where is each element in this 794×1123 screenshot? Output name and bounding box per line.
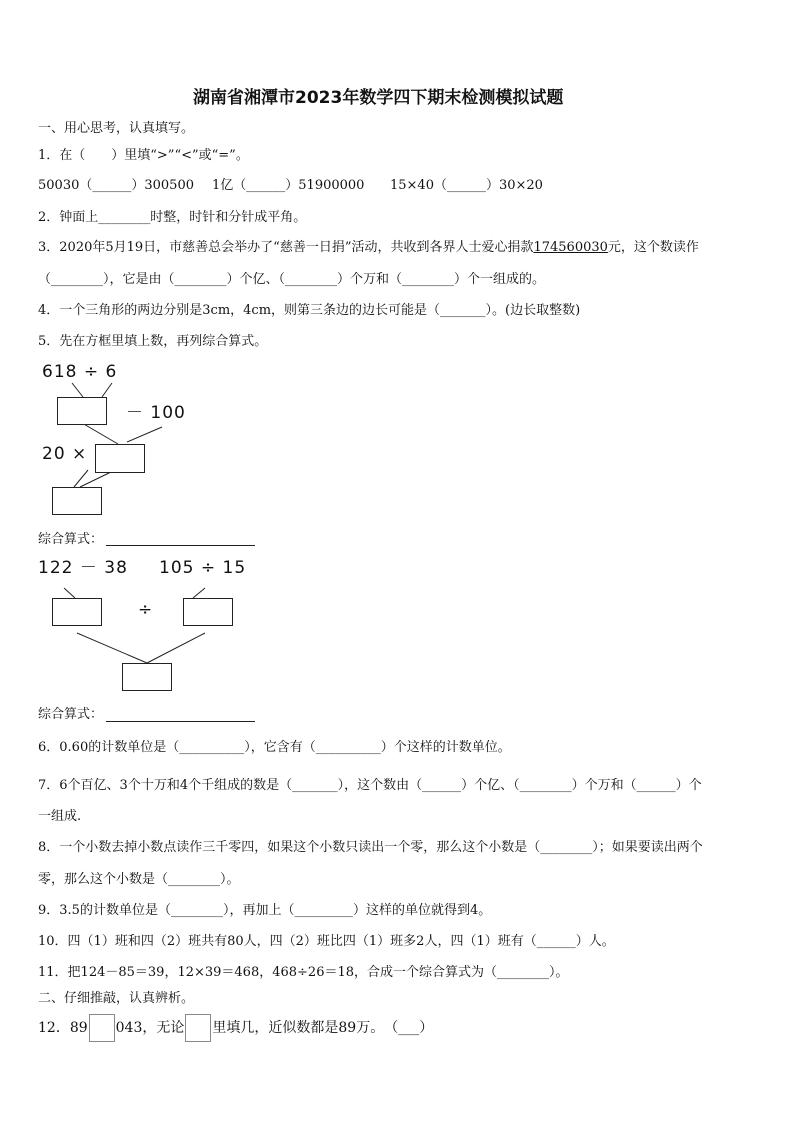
answer-box[interactable] — [57, 397, 107, 425]
question-3-text-end: 元，这个数读作 — [607, 240, 699, 255]
combined-formula-label: 综合算式： — [38, 707, 104, 722]
question-5: 5．先在方框里填上数，再列综合算式。 — [38, 334, 268, 349]
diagram-1-minus: － 100 — [126, 403, 186, 423]
question-1: 1．在（ ）里填“>”“<”或“=”。 — [38, 148, 249, 163]
digit-box[interactable] — [185, 1014, 211, 1042]
combined-formula-line[interactable] — [106, 721, 255, 722]
diagram-1-top-expression: 618 ÷ 6 — [42, 362, 118, 382]
question-1-item: 15×40（______）30×20 — [390, 178, 543, 193]
question-2: 2．钟面上________时整，时针和分针成平角。 — [38, 210, 307, 225]
question-7-line-2: 一组成. — [38, 809, 82, 824]
question-12-middle: 043，无论 — [115, 1020, 185, 1036]
question-6: 6．0.60的计数单位是（__________），它含有（__________）个这样的计数单位。 — [38, 740, 511, 755]
question-9: 9．3.5的计数单位是（________），再加上（_________）这样的单位就得到4。 — [38, 903, 492, 918]
combined-formula-label: 综合算式： — [38, 532, 104, 547]
page-title: 湖南省湘潭市2023年数学四下期末检测模拟试题 — [193, 88, 564, 108]
question-8-line-2: 零，那么这个小数是（________）。 — [38, 872, 240, 887]
question-3-line-2: （________），它是由（________）个亿、（________）个万和（________）个一组成的。 — [38, 272, 546, 287]
question-4: 4．一个三角形的两边分别是3cm，4cm，则第三条边的边长可能是（_______）。(边长取整数) — [38, 303, 581, 318]
combined-formula-line[interactable] — [106, 545, 255, 546]
digit-box[interactable] — [89, 1014, 115, 1042]
question-1-item: 1亿（______）51900000 — [212, 178, 365, 193]
diagram-1-times: 20 × — [42, 444, 88, 464]
question-11: 11．把124－85＝39，12×39＝468，468÷26＝18，合成一个综合算式为（________）。 — [38, 965, 569, 980]
question-3-text: 3．2020年5月19日，市慈善总会举办了“慈善一日捐”活动，共收到各界人士爱心捐款 — [38, 240, 534, 255]
diagram-2-left-expression: 122 － 38 — [38, 558, 128, 578]
diagram-2-right-expression: 105 ÷ 15 — [159, 558, 247, 578]
diagram-2-operator: ÷ — [138, 600, 154, 620]
section-2-heading: 二、仔细推敲，认真辨析。 — [38, 991, 195, 1006]
question-12 — [38, 1014, 433, 1042]
section-1-heading: 一、用心思考，认真填写。 — [38, 121, 195, 136]
question-8-line-1: 8．一个小数去掉小数点读作三千零四，如果这个小数只读出一个零，那么这个小数是（________）；如果要读出两个 — [38, 840, 703, 855]
question-12-prefix: 12．89 — [38, 1020, 88, 1036]
answer-box[interactable] — [52, 598, 102, 626]
answer-box[interactable] — [52, 487, 102, 515]
answer-box[interactable] — [95, 444, 145, 473]
question-12-suffix: 里填几，近似数都是89万。 （___） — [212, 1020, 434, 1036]
answer-box[interactable] — [122, 663, 172, 691]
question-7-line-1: 7．6个百亿、3个十万和4个千组成的数是（_______），这个数由（______）个亿、（________）个万和（______）个 — [38, 778, 702, 793]
question-10: 10．四（1）班和四（2）班共有80人，四（2）班比四（1）班多2人，四（1）班有（______）人。 — [38, 934, 615, 949]
answer-box[interactable] — [183, 598, 233, 626]
question-1-item: 50030（______）300500 — [38, 178, 194, 193]
donation-amount: 174560030 — [533, 240, 608, 255]
